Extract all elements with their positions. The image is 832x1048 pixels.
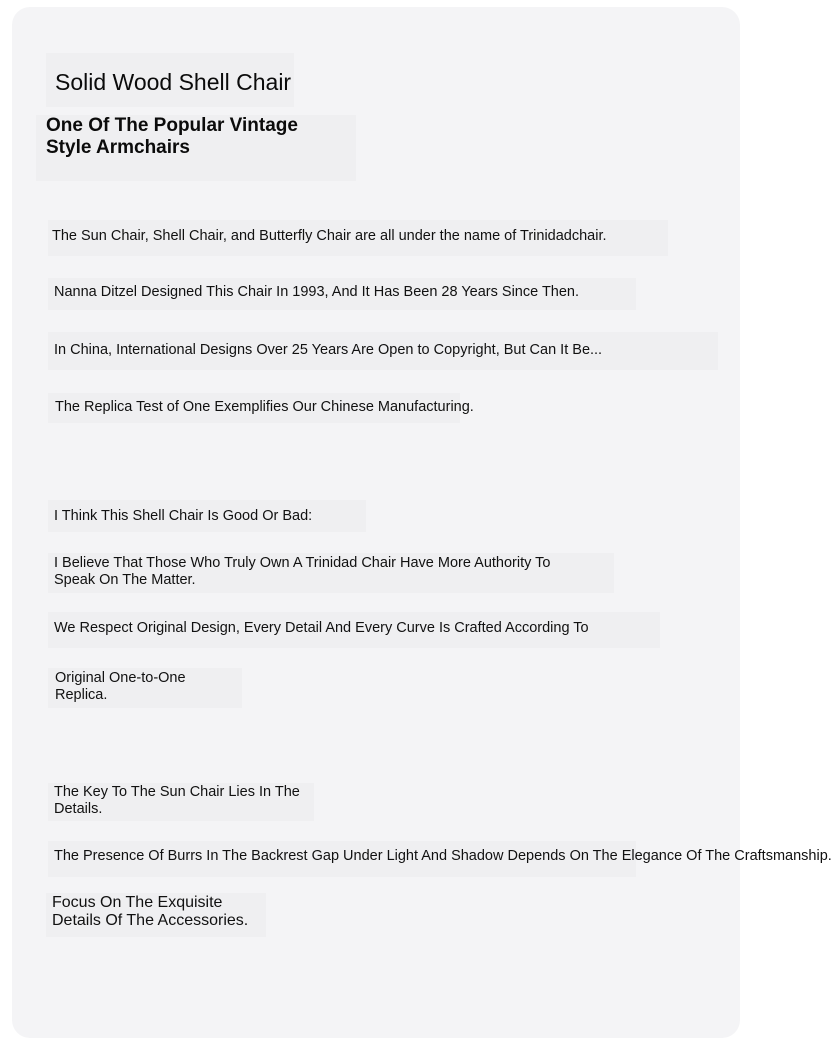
paragraph-accessories [46,893,266,937]
paragraph-burrs: The Presence Of Burrs In The Backrest Gap Under Light And Shadow Depends On The Elegance Of The Craftsmanship. [48,841,636,877]
heading-line: Details. [54,801,103,817]
heading-line: The Key To The Sun Chair Lies In The [54,784,300,800]
paragraph-line: Original One-to-One [55,670,186,686]
paragraph-line: Focus On The Exquisite [52,894,223,911]
paragraph-copyright: In China, International Designs Over 25 Years Are Open to Copyright, But Can It Be... [48,332,718,370]
paragraph-line: I Believe That Those Who Truly Own A Trinidad Chair Have More Authority To [54,555,551,571]
section-heading-opinion: I Think This Shell Chair Is Good Or Bad: [48,500,366,532]
subtitle-line: One Of The Popular Vintage [46,115,298,136]
paragraph-line: Replica. [55,687,108,703]
paragraph-respect-design: We Respect Original Design, Every Detail And Every Curve Is Crafted According To [48,612,660,648]
section-heading-details [48,783,314,821]
paragraph-replica-test: The Replica Test of One Exemplifies Our Chinese Manufacturing. [48,393,460,423]
paragraph-trinidad-name: The Sun Chair, Shell Chair, and Butterfly Chair are all under the name of Trinidadchair. [48,220,668,256]
paragraph-authority [48,553,614,593]
article-card [12,7,832,1038]
paragraph-designer: Nanna Ditzel Designed This Chair In 1993, And It Has Been 28 Years Since Then. [48,278,636,310]
paragraph-line: Details Of The Accessories. [52,912,249,929]
page-title: Solid Wood Shell Chair [46,53,294,107]
page-subtitle [36,115,356,181]
paragraph-one-to-one [48,668,242,708]
subtitle-line: Style Armchairs [46,137,190,158]
paragraph-line: Speak On The Matter. [54,572,196,588]
